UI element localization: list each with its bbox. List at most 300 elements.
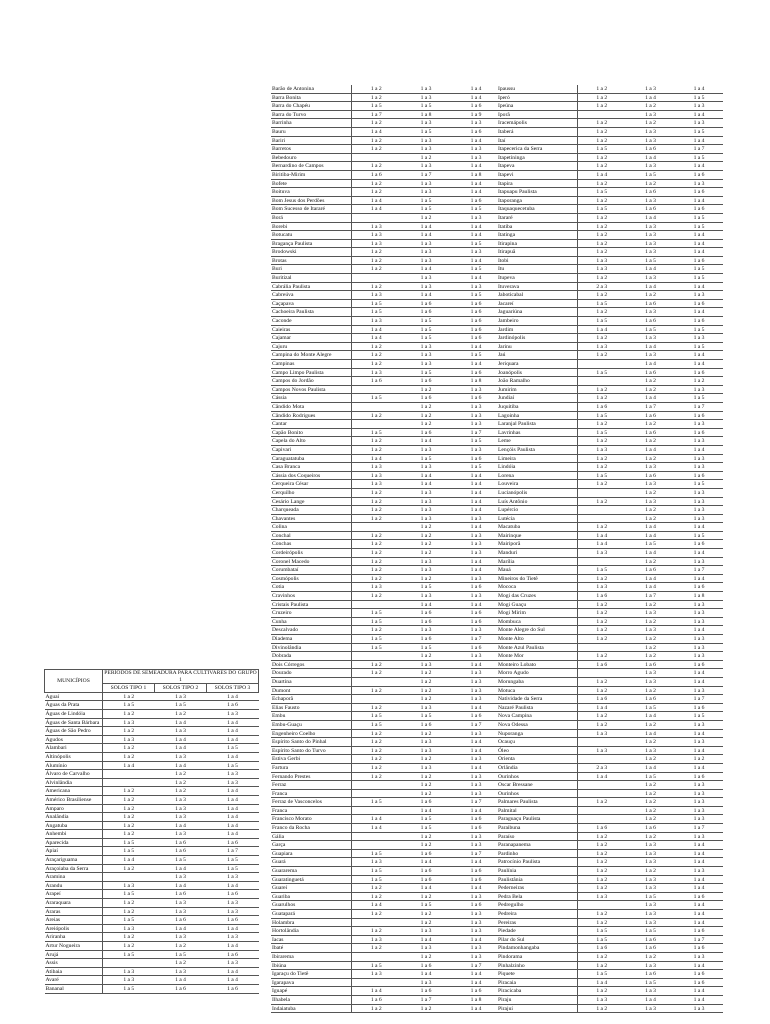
period-solo-1: 1 a 5	[577, 935, 626, 944]
period-solo-2: 1 a 3	[155, 933, 207, 942]
period-solo-1: 1 a 2	[351, 506, 401, 515]
period-solo-2: 1 a 2	[626, 291, 675, 300]
municipio-name: Ariranha	[45, 933, 103, 942]
municipio-name: Guarulhos	[271, 901, 351, 910]
municipio-name: Campos do Jordão	[271, 377, 351, 386]
period-solo-2: 1 a 2	[626, 600, 675, 609]
municipio-name: Guareí	[271, 884, 351, 893]
table-row	[497, 617, 723, 626]
municipio-name: Itapeva	[497, 162, 577, 171]
municipio-name: Cândido Rodrigues	[271, 411, 351, 420]
period-solo-1: 1 a 5	[351, 102, 401, 111]
municipio-name: Jumirim	[497, 385, 577, 394]
period-solo-2: 1 a 2	[401, 411, 451, 420]
period-solo-2: 1 a 3	[155, 752, 207, 761]
table-row	[497, 188, 723, 197]
period-solo-3: 1 a 7	[675, 824, 723, 833]
table-row	[271, 454, 501, 463]
municipio-name: Pindorama	[497, 952, 577, 961]
municipio-name: Cravinhos	[271, 592, 351, 601]
table-row	[497, 170, 723, 179]
period-solo-1: 1 a 5	[351, 394, 401, 403]
table-row	[271, 420, 501, 429]
table-row	[271, 377, 501, 386]
period-solo-2: 1 a 3	[626, 901, 675, 910]
period-solo-3: 1 a 4	[675, 523, 723, 532]
period-solo-2: 1 a 3	[626, 910, 675, 919]
municipio-name: Cabrália Paulista	[271, 282, 351, 291]
period-solo-3: 1 a 3	[675, 738, 723, 747]
table-row	[497, 789, 723, 798]
period-solo-2: 1 a 3	[626, 274, 675, 283]
table-row	[271, 600, 501, 609]
period-solo-2: 1 a 3	[155, 813, 207, 822]
period-solo-2: 1 a 2	[626, 506, 675, 515]
period-solo-3: 1 a 3	[451, 695, 501, 704]
table-row	[271, 127, 501, 136]
period-solo-3: 1 a 3	[451, 402, 501, 411]
period-solo-2: 1 a 4	[401, 600, 451, 609]
period-solo-2: 1 a 6	[626, 317, 675, 326]
period-solo-1: 1 a 5	[351, 617, 401, 626]
municipio-name: Itaporanga	[497, 196, 577, 205]
period-solo-1: 1 a 2	[351, 557, 401, 566]
municipio-name: Nova Odessa	[497, 720, 577, 729]
table-row	[271, 162, 501, 171]
period-solo-2: 1 a 3	[401, 703, 451, 712]
period-solo-1: 1 a 2	[351, 772, 401, 781]
table-row	[271, 488, 501, 497]
period-solo-1: 1 a 2	[103, 787, 155, 796]
period-solo-2: 1 a 5	[626, 256, 675, 265]
period-solo-2: 1 a 4	[626, 574, 675, 583]
table-row	[271, 867, 501, 876]
period-solo-1: 1 a 3	[351, 291, 401, 300]
period-solo-1: 1 a 3	[577, 256, 626, 265]
period-solo-2: 1 a 3	[155, 830, 207, 839]
period-solo-1: 1 a 5	[577, 188, 626, 197]
period-solo-1: 1 a 2	[577, 849, 626, 858]
period-solo-1: 1 a 3	[351, 471, 401, 480]
period-solo-2: 1 a 4	[626, 342, 675, 351]
period-solo-1: 1 a 2	[351, 703, 401, 712]
municipio-name: Alumínio	[45, 761, 103, 770]
table-row	[271, 635, 501, 644]
period-solo-1: 1 a 2	[577, 239, 626, 248]
period-solo-2: 1 a 3	[626, 308, 675, 317]
period-solo-1: 1 a 5	[577, 970, 626, 979]
period-solo-2: 1 a 3	[401, 763, 451, 772]
table-row	[271, 523, 501, 532]
period-solo-2: 1 a 2	[401, 772, 451, 781]
table-row	[497, 952, 723, 961]
table-row	[271, 858, 501, 867]
municipio-name: Aparecida	[45, 838, 103, 847]
table-row	[497, 841, 723, 850]
table-row	[271, 789, 501, 798]
municipio-name: Álvaro de Carvalho	[45, 770, 103, 779]
period-solo-3: 1 a 4	[675, 110, 723, 119]
municipio-name: Buri	[271, 265, 351, 274]
period-solo-3: 1 a 4	[207, 727, 259, 736]
municipio-name: Estiva Gerbi	[271, 755, 351, 764]
period-solo-3: 1 a 7	[207, 847, 259, 856]
table-row	[497, 574, 723, 583]
period-solo-2: 1 a 3	[626, 961, 675, 970]
period-solo-3: 1 a 3	[207, 907, 259, 916]
period-solo-3: 1 a 3	[451, 677, 501, 686]
period-solo-3: 1 a 6	[451, 334, 501, 343]
table-row	[497, 248, 723, 257]
period-solo-3: 1 a 4	[207, 752, 259, 761]
period-solo-2: 1 a 2	[626, 102, 675, 111]
period-solo-1: 1 a 2	[351, 411, 401, 420]
period-solo-1	[351, 781, 401, 790]
table-row	[271, 102, 501, 111]
table-row	[497, 342, 723, 351]
period-solo-2: 1 a 6	[626, 970, 675, 979]
period-solo-2: 1 a 6	[626, 145, 675, 154]
period-solo-2: 1 a 3	[626, 626, 675, 635]
period-solo-3: 1 a 3	[675, 291, 723, 300]
table-row	[271, 677, 501, 686]
period-solo-2: 1 a 5	[626, 978, 675, 987]
period-solo-1: 1 a 2	[351, 497, 401, 506]
municipio-name: Ibirarema	[271, 952, 351, 961]
period-solo-3: 1 a 4	[675, 626, 723, 635]
period-solo-1	[577, 755, 626, 764]
period-solo-2: 1 a 3	[401, 488, 451, 497]
period-solo-2: 1 a 3	[401, 463, 451, 472]
period-solo-2: 1 a 3	[626, 463, 675, 472]
period-solo-1: 1 a 2	[577, 635, 626, 644]
period-solo-2: 1 a 2	[626, 179, 675, 188]
period-solo-1: 1 a 4	[351, 824, 401, 833]
period-solo-1	[577, 377, 626, 386]
period-solo-2: 1 a 2	[626, 454, 675, 463]
period-solo-1	[351, 841, 401, 850]
period-solo-2: 1 a 2	[626, 867, 675, 876]
table-row	[497, 471, 723, 480]
period-solo-2: 1 a 7	[401, 170, 451, 179]
municipio-name: Jambeiro	[497, 317, 577, 326]
period-solo-3: 1 a 3	[451, 574, 501, 583]
period-solo-1: 1 a 5	[351, 643, 401, 652]
period-solo-1	[351, 523, 401, 532]
period-solo-1: 1 a 5	[103, 984, 155, 993]
period-solo-3: 1 a 4	[675, 239, 723, 248]
table-row	[497, 609, 723, 618]
municipio-name: Cachoeira Paulista	[271, 308, 351, 317]
period-solo-1: 1 a 2	[577, 127, 626, 136]
period-solo-1	[351, 385, 401, 394]
period-solo-2: 1 a 3	[626, 239, 675, 248]
table-row	[45, 890, 259, 899]
period-solo-1: 1 a 6	[577, 824, 626, 833]
period-solo-1	[351, 952, 401, 961]
table-row	[497, 437, 723, 446]
period-solo-1: 1 a 2	[351, 755, 401, 764]
period-solo-2: 1 a 3	[401, 282, 451, 291]
municipio-name: Barrinha	[271, 119, 351, 128]
period-solo-2: 1 a 6	[155, 838, 207, 847]
period-solo-1: 1 a 2	[351, 746, 401, 755]
period-solo-3: 1 a 4	[207, 787, 259, 796]
table-row	[271, 901, 501, 910]
table-row	[497, 239, 723, 248]
period-solo-3: 1 a 5	[675, 265, 723, 274]
period-solo-1: 1 a 2	[351, 445, 401, 454]
period-solo-3: 1 a 5	[207, 744, 259, 753]
municipio-name: Cotia	[271, 583, 351, 592]
period-solo-2: 1 a 3	[401, 85, 451, 93]
period-solo-1: 1 a 2	[577, 617, 626, 626]
table-row	[271, 428, 501, 437]
period-solo-3: 1 a 3	[451, 669, 501, 678]
period-solo-2: 1 a 4	[401, 858, 451, 867]
period-solo-2: 1 a 4	[401, 231, 451, 240]
municipio-name: Limeira	[497, 454, 577, 463]
municipio-name: Pederneiras	[497, 884, 577, 893]
table-row	[497, 325, 723, 334]
period-solo-1: 1 a 2	[577, 153, 626, 162]
table-row	[271, 815, 501, 824]
municipio-name: Campinas	[271, 360, 351, 369]
period-solo-3: 1 a 6	[451, 127, 501, 136]
period-solo-3: 1 a 4	[675, 351, 723, 360]
table-row	[497, 566, 723, 575]
period-solo-1: 1 a 5	[351, 849, 401, 858]
municipio-name: Monte Alegre do Sul	[497, 626, 577, 635]
municipio-name: Arapeí	[45, 890, 103, 899]
period-solo-3: 1 a 4	[451, 600, 501, 609]
header-solo-1: SOLOS TIPO 1	[103, 684, 155, 693]
municipio-name: Monte Mor	[497, 652, 577, 661]
period-solo-1: 1 a 6	[577, 592, 626, 601]
period-solo-1: 1 a 2	[351, 540, 401, 549]
period-solo-3: 1 a 4	[451, 935, 501, 944]
table-row	[45, 959, 259, 968]
period-solo-1	[351, 789, 401, 798]
period-solo-1	[577, 557, 626, 566]
period-solo-3: 1 a 5	[675, 342, 723, 351]
sowing-table-col2	[271, 85, 501, 1013]
municipio-name: Buritizal	[271, 274, 351, 283]
period-solo-1: 1 a 2	[577, 119, 626, 128]
municipio-name: Arujá	[45, 950, 103, 959]
period-solo-1: 1 a 2	[577, 720, 626, 729]
period-solo-1: 1 a 2	[103, 709, 155, 718]
period-solo-1	[103, 770, 155, 779]
table-row	[45, 821, 259, 830]
municipio-name: Bernardino de Campos	[271, 162, 351, 171]
table-body-col3	[497, 85, 723, 1013]
period-solo-3: 1 a 5	[451, 437, 501, 446]
municipio-name: Bragança Paulista	[271, 239, 351, 248]
table-row	[45, 735, 259, 744]
period-solo-2: 1 a 2	[401, 729, 451, 738]
municipio-name: Itobi	[497, 256, 577, 265]
table-row	[45, 795, 259, 804]
table-row	[45, 942, 259, 951]
period-solo-1: 1 a 5	[577, 471, 626, 480]
period-solo-2: 1 a 4	[626, 583, 675, 592]
period-solo-1: 1 a 6	[577, 660, 626, 669]
municipio-name: Leme	[497, 437, 577, 446]
period-solo-3: 1 a 6	[451, 308, 501, 317]
period-solo-3: 1 a 6	[451, 643, 501, 652]
period-solo-3: 1 a 3	[675, 454, 723, 463]
municipio-name: Nuporanga	[497, 729, 577, 738]
table-row	[497, 927, 723, 936]
period-solo-1: 1 a 2	[577, 85, 626, 93]
table-row	[497, 901, 723, 910]
municipio-name: Palmares Paulista	[497, 798, 577, 807]
period-solo-2: 1 a 3	[155, 692, 207, 701]
table-row	[271, 265, 501, 274]
table-row	[497, 402, 723, 411]
table-row	[497, 781, 723, 790]
period-solo-3: 1 a 6	[675, 892, 723, 901]
table-row	[497, 179, 723, 188]
period-solo-2: 1 a 5	[626, 325, 675, 334]
period-solo-2: 1 a 2	[401, 892, 451, 901]
period-solo-3: 1 a 3	[675, 652, 723, 661]
table-row	[45, 787, 259, 796]
period-solo-3: 1 a 6	[675, 411, 723, 420]
municipio-name: Mogi das Cruzes	[497, 592, 577, 601]
period-solo-3: 1 a 4	[451, 222, 501, 231]
period-solo-1: 1 a 2	[351, 910, 401, 919]
period-solo-1: 1 a 3	[351, 222, 401, 231]
municipio-name: Ibiúna	[271, 961, 351, 970]
period-solo-1: 1 a 2	[577, 394, 626, 403]
period-solo-2: 1 a 4	[155, 735, 207, 744]
header-solo-3: SOLOS TIPO 3	[207, 684, 259, 693]
period-solo-1: 1 a 2	[103, 821, 155, 830]
period-solo-3: 1 a 3	[207, 778, 259, 787]
period-solo-3: 1 a 3	[451, 445, 501, 454]
municipio-name: Macatuba	[497, 523, 577, 532]
period-solo-2: 1 a 2	[626, 738, 675, 747]
period-solo-1: 1 a 2	[103, 727, 155, 736]
table-row	[497, 961, 723, 970]
table-row	[271, 944, 501, 953]
table-row	[45, 924, 259, 933]
period-solo-1	[577, 110, 626, 119]
municipio-name: Jaboticabal	[497, 291, 577, 300]
municipio-name: Águas de Lindóia	[45, 709, 103, 718]
municipio-name: Ocauçu	[497, 738, 577, 747]
period-solo-1: 1 a 2	[351, 729, 401, 738]
table-row	[271, 978, 501, 987]
municipio-name: Pindamonhangaba	[497, 944, 577, 953]
period-solo-2: 1 a 2	[626, 557, 675, 566]
table-row	[45, 709, 259, 718]
period-solo-2: 1 a 4	[401, 884, 451, 893]
table-row	[271, 557, 501, 566]
period-solo-1: 1 a 2	[103, 744, 155, 753]
municipio-name: Bananal	[45, 984, 103, 993]
table-row	[45, 701, 259, 710]
period-solo-1: 1 a 2	[577, 626, 626, 635]
period-solo-2: 1 a 4	[401, 471, 451, 480]
period-solo-2: 1 a 4	[626, 213, 675, 222]
period-solo-3: 1 a 7	[451, 428, 501, 437]
period-solo-1: 1 a 3	[577, 729, 626, 738]
period-solo-1: 1 a 2	[577, 334, 626, 343]
period-solo-2: 1 a 2	[626, 437, 675, 446]
municipio-name: Monteiro Lobato	[497, 660, 577, 669]
period-solo-3: 1 a 3	[675, 686, 723, 695]
period-solo-3: 1 a 8	[451, 995, 501, 1004]
table-row	[497, 755, 723, 764]
table-row	[497, 291, 723, 300]
municipio-name: Borá	[271, 213, 351, 222]
table-row	[497, 944, 723, 953]
table-row	[497, 506, 723, 515]
period-solo-1: 1 a 5	[103, 950, 155, 959]
table-row	[271, 540, 501, 549]
period-solo-1: 1 a 2	[577, 179, 626, 188]
table-row	[271, 85, 501, 93]
table-row	[497, 85, 723, 93]
period-solo-3: 1 a 4	[451, 342, 501, 351]
table-row	[271, 445, 501, 454]
period-solo-3: 1 a 6	[451, 712, 501, 721]
municipio-name: Mococa	[497, 583, 577, 592]
period-solo-3: 1 a 3	[675, 385, 723, 394]
period-solo-1: 2 a 3	[577, 282, 626, 291]
period-solo-3: 1 a 4	[675, 858, 723, 867]
period-solo-1: 1 a 6	[351, 995, 401, 1004]
municipio-name: Araraquara	[45, 899, 103, 908]
period-solo-1: 1 a 5	[577, 145, 626, 154]
period-solo-2: 1 a 3	[401, 557, 451, 566]
period-solo-3: 1 a 3	[451, 626, 501, 635]
period-solo-3: 1 a 5	[675, 93, 723, 102]
municipio-name: João Ramalho	[497, 377, 577, 386]
period-solo-2: 1 a 6	[155, 890, 207, 899]
table-row	[271, 1004, 501, 1013]
period-solo-2: 1 a 6	[626, 660, 675, 669]
period-solo-2: 1 a 3	[401, 514, 451, 523]
table-row	[271, 918, 501, 927]
table-row	[271, 583, 501, 592]
period-solo-1: 1 a 2	[577, 274, 626, 283]
municipio-name: Paraibuna	[497, 824, 577, 833]
municipio-name: Pedra Bela	[497, 892, 577, 901]
period-solo-1: 1 a 2	[351, 162, 401, 171]
municipio-name: Corumbataí	[271, 566, 351, 575]
municipio-name: Jaú	[497, 351, 577, 360]
municipio-name: Ferraz de Vasconcelos	[271, 798, 351, 807]
table-row	[271, 772, 501, 781]
table-row	[497, 970, 723, 979]
period-solo-2: 1 a 5	[401, 583, 451, 592]
header-municipios: MUNICÍPIOS	[45, 670, 103, 693]
period-solo-3: 1 a 3	[451, 531, 501, 540]
period-solo-3: 1 a 4	[207, 830, 259, 839]
period-solo-2: 1 a 3	[155, 967, 207, 976]
table-row	[45, 778, 259, 787]
period-solo-3: 1 a 4	[207, 735, 259, 744]
period-solo-3: 1 a 3	[451, 918, 501, 927]
municipio-name: Ourinhos	[497, 772, 577, 781]
municipio-name: Motuca	[497, 686, 577, 695]
period-solo-1	[351, 274, 401, 283]
period-solo-1: 1 a 6	[577, 695, 626, 704]
